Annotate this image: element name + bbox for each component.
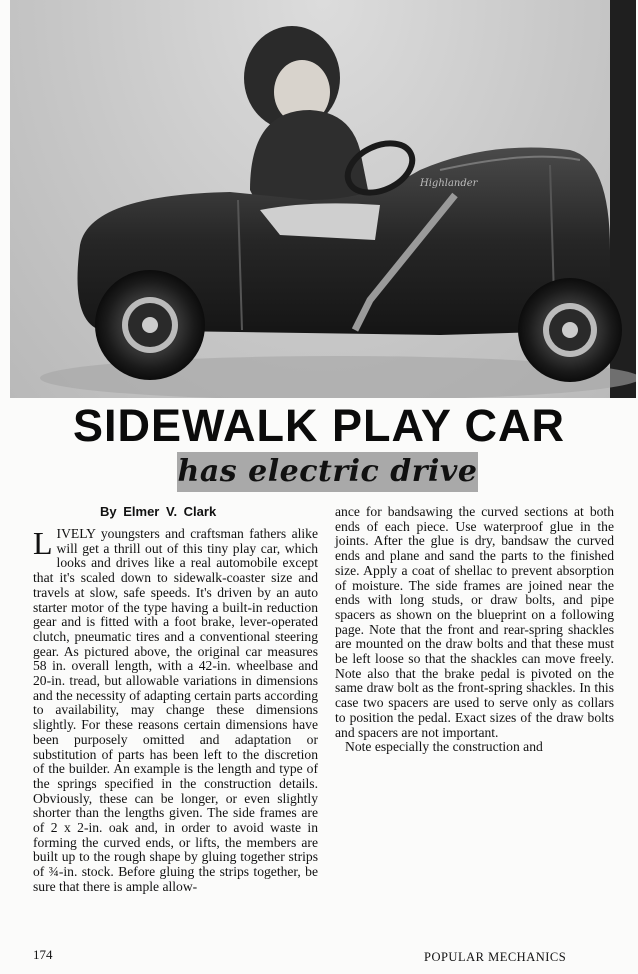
car-photo-illustration [10, 0, 636, 398]
car-photo [10, 0, 636, 398]
col1-text: IVELY youngsters and craftsman fathers alike will get a thrill out of this tiny play car, which looks and drives like a real automobile except that it's scaled down to sidewalk-coaster size and travels at slow, safe speeds. It's driven by an auto starter motor of the type having a built-in reduction gear and is fitted with a foot brake, lever-operated clutch, pneumatic tires and a conventional steering gear. As pictured above, the original car measures 58 in. overall length, with a 42-in. wheelbase and 20-in. tread, but allowable variations in dimensions and the necessity of adapting certain parts according to availability, may change these dimensions slightly. For these reasons certain dimensions have been purposely omitted and adaptation or substitution of parts has been left to the discretion of the builder. An example is the length and type of the springs specified in the construction details. Obviously, these can be longer, or even slightly shorter than the lengths given. The side frames are of 2 x 2-in. oak and, in order to avoid waste in forming the curved ends, or lifts, the members are built up to the rough shape by gluing together strips of ¾-in. stock. Before gluing the strips together, be sure that there is ample allow- [33, 526, 318, 894]
running-footer: POPULAR MECHANICS [424, 950, 567, 964]
col2-paragraph: ance for bandsawing the curved sections at both ends of each piece. Use waterproof glue in the joints. After the glue is dry, bandsaw the curved ends and plane and sand the parts to the finished size. Apply a coat of shellac to prevent absorption of moisture. The side frames are joined near the ends with long studs, or draw bolts, and pipe spacers as shown on the blueprint on a following page. Note that the front and rear-spring shackles are mounted on the draw bolts and that these must be left loose so that the shackles can move freely. Note also that the brake pedal is pivoted on the same draw bolt as the front-spring shackles. In this case two spacers are used to serve only as collars to position the pedal. Exact sizes of the draw bolts and spacers are not important. [335, 504, 614, 740]
column-1 [33, 527, 318, 895]
car-badge: Highlander [420, 178, 478, 189]
byline: By Elmer V. Clark [100, 504, 217, 519]
headline: SIDEWALK PLAY CAR [72, 400, 566, 451]
page-number: 174 [33, 947, 53, 962]
col2-paragraph-2: Note especially the construction and [345, 739, 543, 755]
col1-paragraph [33, 527, 318, 895]
drop-cap: L [33, 525, 53, 561]
subhead: has electric drive [177, 452, 478, 492]
column-2 [335, 505, 614, 755]
